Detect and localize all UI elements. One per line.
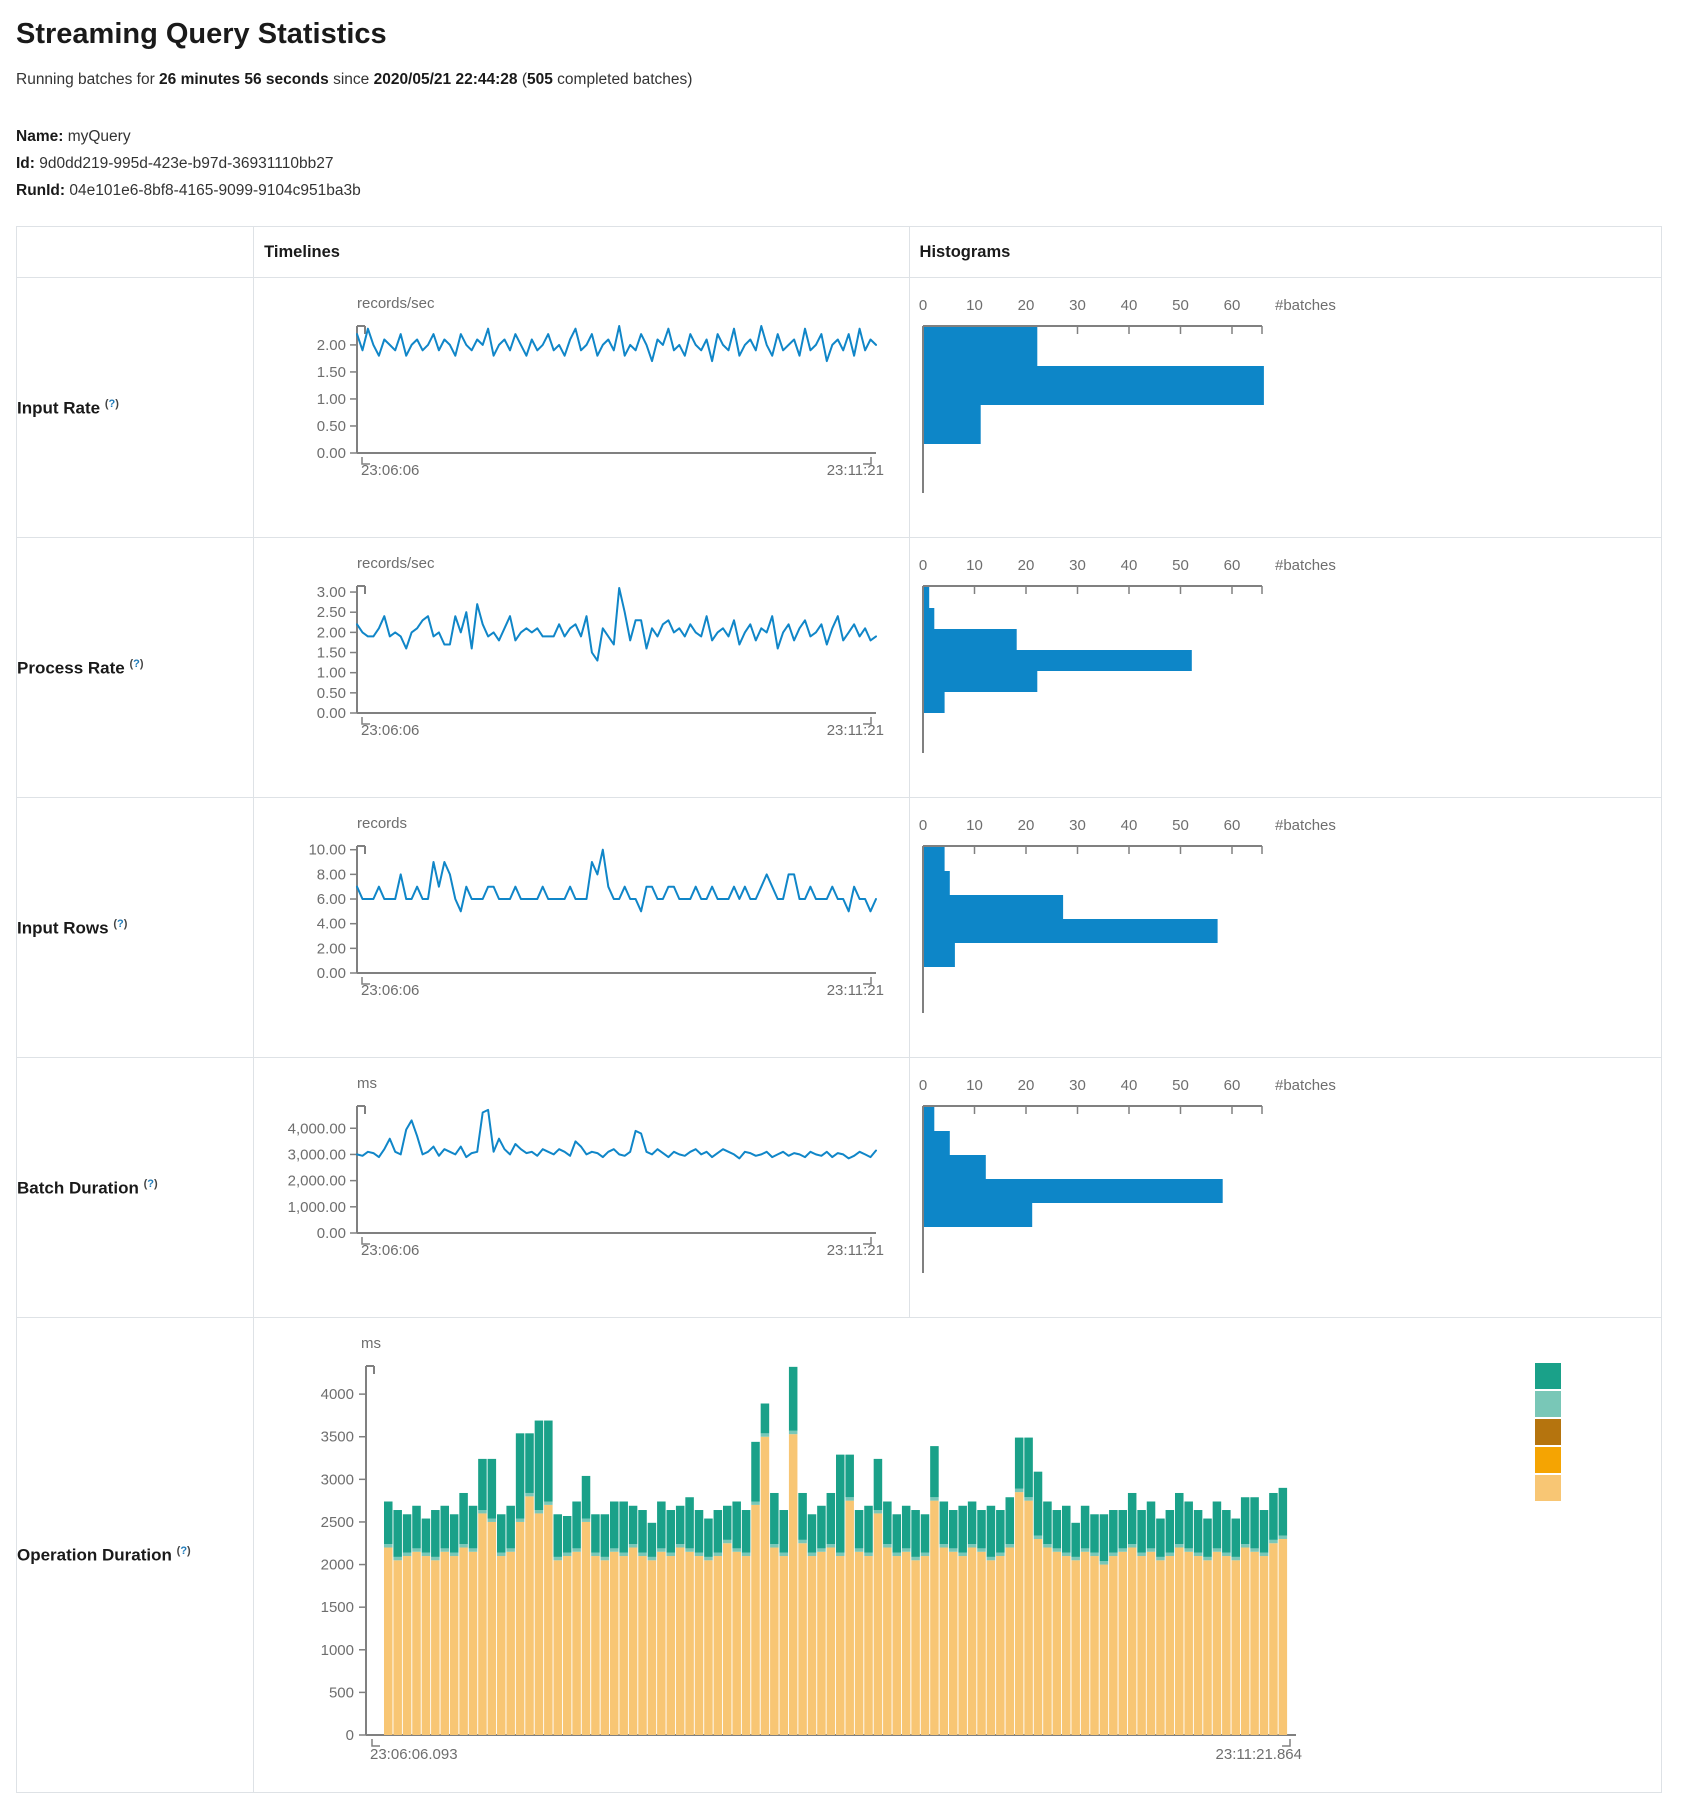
svg-text:2500: 2500 [320, 1514, 355, 1532]
svg-text:2.50: 2.50 [316, 604, 347, 622]
help-paren: ) [187, 1545, 191, 1558]
help-icon[interactable] [129, 658, 143, 670]
svg-text:0: 0 [918, 1077, 927, 1095]
svg-text:#batches: #batches [1274, 557, 1336, 575]
svg-text:23:11:21: 23:11:21 [826, 1242, 885, 1260]
row-label-text: Process Rate [17, 658, 125, 678]
help-paren: ( [113, 917, 118, 930]
svg-text:23:11:21: 23:11:21 [826, 722, 885, 740]
svg-text:10: 10 [965, 1077, 983, 1095]
svg-text:1500: 1500 [320, 1599, 355, 1617]
query-name-row [16, 123, 1677, 150]
help-icon[interactable] [177, 1545, 191, 1557]
svg-text:#batches: #batches [1274, 297, 1336, 315]
svg-text:3000: 3000 [320, 1471, 355, 1489]
help-icon[interactable] [113, 918, 127, 930]
row-label-text: Input Rows [17, 918, 109, 938]
table-row [17, 1058, 1662, 1318]
svg-text:1,000.00: 1,000.00 [287, 1199, 347, 1217]
svg-text:60: 60 [1223, 557, 1240, 575]
row-label-process-rate [17, 538, 254, 798]
help-icon[interactable] [144, 1178, 158, 1190]
svg-text:2.00: 2.00 [316, 624, 347, 642]
svg-text:23:11:21: 23:11:21 [826, 462, 885, 480]
input-rows-histogram-chart [909, 798, 1661, 1058]
svg-text:23:06:06: 23:06:06 [361, 722, 420, 740]
help-question: ? [147, 1177, 154, 1190]
help-paren: ) [115, 397, 119, 410]
svg-text:30: 30 [1068, 557, 1086, 575]
header-histograms: Histograms [909, 227, 1661, 278]
svg-text:2.00: 2.00 [316, 940, 347, 958]
operation-duration-stacked-chart [254, 1318, 1662, 1793]
svg-text:0.00: 0.00 [316, 965, 347, 983]
name-label: Name: [16, 128, 64, 145]
svg-text:4000: 4000 [320, 1386, 355, 1404]
subtitle-paren: ( [517, 71, 527, 88]
completed-batches-count: 505 [526, 71, 553, 88]
svg-text:0.50: 0.50 [316, 685, 347, 703]
svg-text:8.00: 8.00 [316, 866, 347, 884]
subtitle-suffix: completed batches) [552, 71, 693, 88]
help-paren: ) [139, 657, 144, 670]
svg-text:20: 20 [1017, 1077, 1034, 1095]
help-paren: ) [153, 1177, 158, 1190]
svg-text:50: 50 [1171, 557, 1189, 575]
start-timestamp: 2020/05/21 22:44:28 [373, 71, 518, 88]
svg-text:0.00: 0.00 [316, 1225, 347, 1243]
input-rate-histogram-chart [909, 278, 1661, 538]
help-paren: ( [176, 1545, 181, 1558]
input-rows-timeline-chart [254, 798, 909, 1058]
svg-text:20: 20 [1017, 557, 1034, 575]
run-duration: 26 minutes 56 seconds [159, 71, 329, 88]
row-label-text: Input Rate [17, 398, 101, 418]
svg-text:0.00: 0.00 [316, 445, 347, 463]
help-question: ? [108, 397, 116, 410]
svg-text:30: 30 [1068, 297, 1086, 315]
svg-text:#batches: #batches [1274, 1077, 1336, 1095]
svg-text:1000: 1000 [320, 1642, 355, 1660]
table-row [17, 278, 1662, 538]
help-question: ? [117, 917, 124, 930]
svg-text:4,000.00: 4,000.00 [287, 1120, 347, 1138]
runid-label: RunId: [16, 182, 66, 200]
svg-text:50: 50 [1171, 297, 1189, 315]
svg-text:10: 10 [965, 297, 983, 315]
svg-text:4.00: 4.00 [316, 916, 347, 934]
svg-text:#batches: #batches [1274, 817, 1336, 835]
svg-text:records/sec: records/sec [357, 555, 435, 573]
query-meta [16, 123, 1677, 204]
svg-text:23:06:06: 23:06:06 [361, 462, 420, 480]
svg-text:23:11:21: 23:11:21 [826, 982, 885, 1000]
statistics-table [16, 226, 1662, 1793]
help-question: ? [133, 657, 140, 670]
svg-text:23:06:06.093: 23:06:06.093 [370, 1746, 458, 1764]
svg-text:1.50: 1.50 [316, 364, 347, 382]
svg-text:10: 10 [965, 817, 983, 835]
svg-text:0: 0 [918, 557, 927, 575]
svg-text:40: 40 [1120, 557, 1137, 575]
svg-text:records: records [357, 815, 408, 833]
svg-text:20: 20 [1017, 817, 1034, 835]
page-title: Streaming Query Statistics [16, 18, 387, 50]
svg-text:23:06:06: 23:06:06 [361, 982, 420, 1000]
svg-text:10.00: 10.00 [308, 842, 347, 860]
svg-text:23:06:06: 23:06:06 [361, 1242, 420, 1260]
svg-text:3500: 3500 [320, 1429, 355, 1447]
row-label-input-rate [17, 278, 254, 538]
svg-text:0: 0 [345, 1727, 355, 1745]
svg-text:0.50: 0.50 [316, 418, 347, 436]
header-timelines: Timelines [254, 227, 909, 278]
row-label-batch-duration [17, 1058, 254, 1318]
runid-value: 04e101e6-8bf8-4165-9099-9104c951ba3b [69, 182, 361, 200]
svg-text:50: 50 [1171, 1077, 1189, 1095]
svg-text:0: 0 [918, 817, 927, 835]
subtitle-mid: since [328, 71, 374, 88]
id-label: Id: [16, 155, 35, 173]
svg-text:2.00: 2.00 [316, 337, 347, 355]
table-row [17, 1318, 1662, 1793]
svg-text:6.00: 6.00 [316, 891, 347, 909]
help-icon[interactable] [105, 398, 119, 410]
help-paren: ( [143, 1177, 148, 1190]
table-row [17, 538, 1662, 798]
svg-text:500: 500 [329, 1684, 355, 1702]
row-label-operation-duration [17, 1318, 254, 1793]
svg-text:ms: ms [361, 1335, 382, 1353]
table-header-row [17, 227, 1662, 278]
batch-duration-histogram-chart [909, 1058, 1661, 1318]
svg-text:30: 30 [1068, 817, 1086, 835]
input-rate-timeline-chart [254, 278, 909, 538]
id-value: 9d0dd219-995d-423e-b97d-36931110bb27 [39, 155, 334, 173]
row-label-input-rows [17, 798, 254, 1058]
running-batches-summary [16, 71, 1677, 89]
svg-text:23:11:21.864: 23:11:21.864 [1215, 1746, 1303, 1764]
help-paren: ) [123, 917, 128, 930]
svg-text:records/sec: records/sec [357, 295, 435, 313]
svg-text:2000: 2000 [320, 1556, 355, 1574]
svg-text:0: 0 [918, 297, 927, 315]
svg-text:60: 60 [1223, 817, 1240, 835]
row-label-text: Batch Duration [17, 1178, 139, 1198]
name-value: myQuery [67, 128, 131, 145]
query-id-row [16, 150, 1677, 177]
help-question: ? [180, 1545, 188, 1558]
svg-text:2,000.00: 2,000.00 [287, 1173, 347, 1191]
svg-text:3.00: 3.00 [316, 584, 347, 602]
svg-text:40: 40 [1120, 817, 1137, 835]
svg-text:20: 20 [1017, 297, 1034, 315]
svg-text:1.00: 1.00 [316, 391, 347, 409]
svg-text:60: 60 [1223, 1077, 1240, 1095]
table-row [17, 798, 1662, 1058]
svg-text:3,000.00: 3,000.00 [287, 1146, 347, 1164]
help-paren: ( [104, 397, 109, 410]
row-label-text: Operation Duration [17, 1545, 172, 1565]
batch-duration-timeline-chart [254, 1058, 909, 1318]
svg-text:10: 10 [965, 557, 983, 575]
svg-text:ms: ms [357, 1075, 378, 1093]
process-rate-timeline-chart [254, 538, 909, 798]
process-rate-histogram-chart [909, 538, 1661, 798]
svg-text:1.00: 1.00 [316, 665, 347, 683]
svg-text:40: 40 [1120, 297, 1137, 315]
svg-text:30: 30 [1068, 1077, 1086, 1095]
svg-text:1.50: 1.50 [316, 644, 347, 662]
svg-text:0.00: 0.00 [316, 705, 347, 723]
header-empty-cell [17, 227, 254, 278]
svg-text:60: 60 [1223, 297, 1240, 315]
help-paren: ( [129, 657, 134, 670]
query-runid-row [16, 177, 1677, 204]
svg-text:50: 50 [1171, 817, 1189, 835]
svg-text:40: 40 [1120, 1077, 1137, 1095]
subtitle-prefix: Running batches for [16, 71, 160, 88]
